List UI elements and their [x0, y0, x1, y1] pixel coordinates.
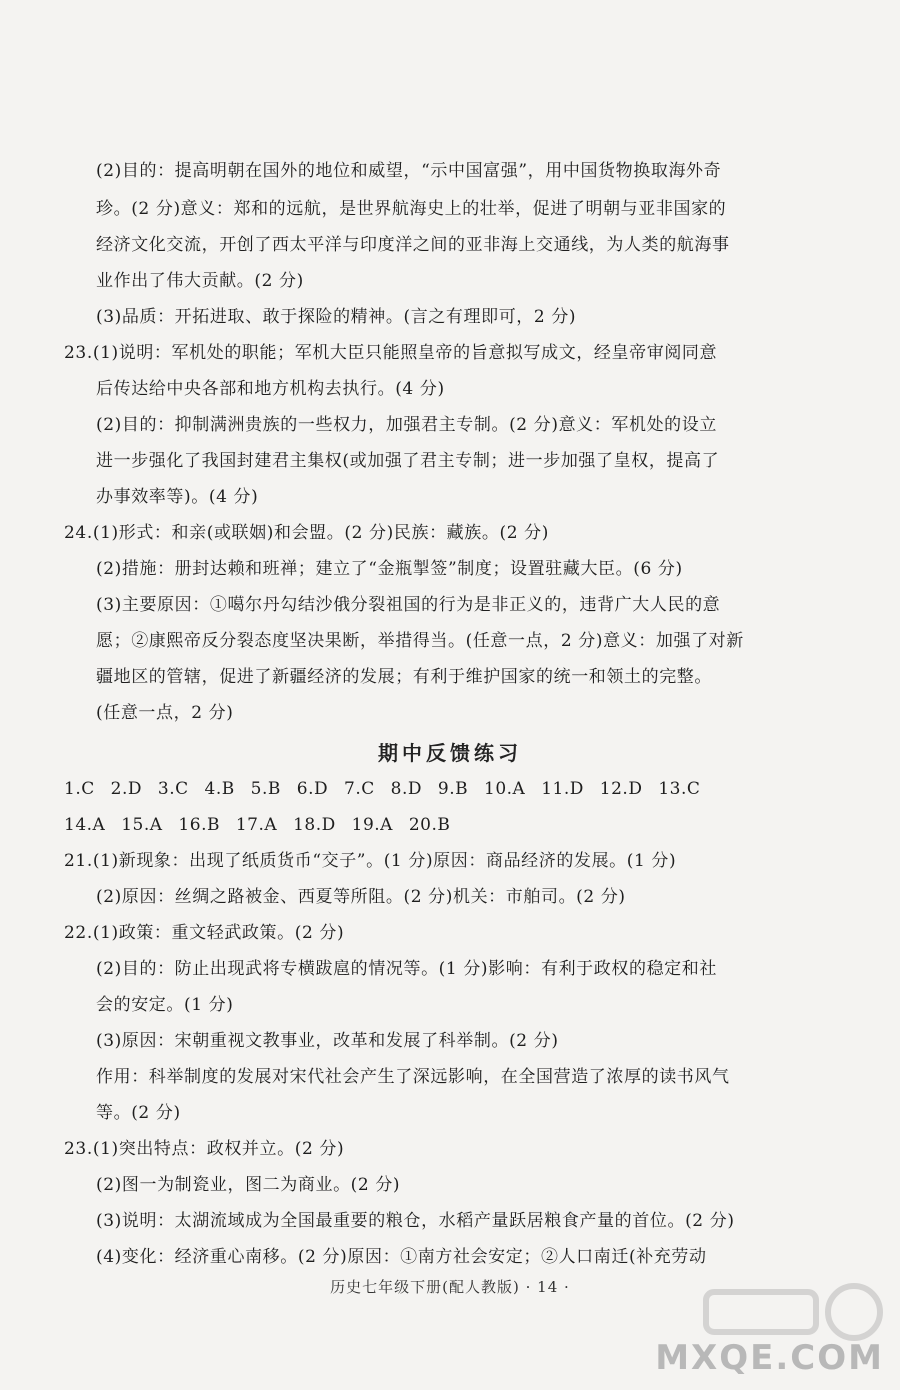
answer-line: 进一步强化了我国封建君主集权(或加强了君主专制；进一步加强了皇权，提高了: [96, 451, 720, 471]
answer-line: 23.(1)突出特点：政权并立。(2 分): [64, 1139, 345, 1159]
answer-line: (3)品质：开拓进取、敢于探险的精神。(言之有理即可，2 分): [96, 307, 577, 327]
answer-line: 业作出了伟大贡献。(2 分): [96, 271, 304, 291]
answer-line: 24.(1)形式：和亲(或联姻)和会盟。(2 分)民族：藏族。(2 分): [64, 523, 549, 543]
answer-line: (2)图一为制瓷业，图二为商业。(2 分): [96, 1175, 401, 1195]
answer-line: 21.(1)新现象：出现了纸质货币“交子”。(1 分)原因：商品经济的发展。(1 分): [64, 851, 677, 871]
answer-line: 会的安定。(1 分): [96, 995, 234, 1015]
page-footer: 历史七年级下册(配人教版) · 14 ·: [330, 1278, 570, 1296]
mc-answer-line: 1.C 2.D 3.C 4.B 5.B 6.D 7.C 8.D 9.B 10.A 11.D 12.D 13.C: [64, 779, 701, 799]
answer-line: 经济文化交流，开创了西太平洋与印度洋之间的亚非海上交通线，为人类的航海事: [96, 235, 730, 255]
answer-line: (2)目的：防止出现武将专横跋扈的情况等。(1 分)影响：有利于政权的稳定和社: [96, 959, 717, 979]
answer-line: (2)原因：丝绸之路被金、西夏等所阻。(2 分)机关：市舶司。(2 分): [96, 887, 626, 907]
watermark-text: MXQE.COM: [655, 1338, 884, 1378]
section-title: 期中反馈练习: [378, 741, 522, 765]
answer-line: (2)目的：提高明朝在国外的地位和威望，“示中国富强”，用中国货物换取海外奇: [96, 161, 722, 181]
answer-line: 疆地区的管辖，促进了新疆经济的发展；有利于维护国家的统一和领土的完整。: [96, 667, 712, 687]
answer-line: 珍。(2 分)意义：郑和的远航，是世界航海史上的壮举，促进了明朝与亚非国家的: [96, 199, 727, 219]
answer-line: 作用：科举制度的发展对宋代社会产生了深远影响，在全国营造了浓厚的读书风气: [96, 1067, 730, 1087]
answer-line: 愿；②康熙帝反分裂态度坚决果断，举措得当。(任意一点，2 分)意义：加强了对新: [96, 631, 744, 651]
answer-line: (任意一点，2 分): [96, 703, 234, 723]
answer-line: (3)原因：宋朝重视文教事业，改革和发展了科举制。(2 分): [96, 1031, 559, 1051]
answer-line: (4)变化：经济重心南移。(2 分)原因：①南方社会安定；②人口南迁(补充劳动: [96, 1247, 707, 1267]
answer-line: 等。(2 分): [96, 1103, 181, 1123]
answer-line: (2)目的：抑制满洲贵族的一些权力，加强君主专制。(2 分)意义：军机处的设立: [96, 415, 717, 435]
answer-line: (3)说明：太湖流域成为全国最重要的粮仓，水稻产量跃居粮食产量的首位。(2 分): [96, 1211, 735, 1231]
answer-line: 22.(1)政策：重文轻武政策。(2 分): [64, 923, 345, 943]
answer-line: (2)措施：册封达赖和班禅；建立了“金瓶掣签”制度；设置驻藏大臣。(6 分): [96, 559, 683, 579]
answer-line: 后传达给中央各部和地方机构去执行。(4 分): [96, 379, 445, 399]
mc-answer-line: 14.A 15.A 16.B 17.A 18.D 19.A 20.B: [64, 815, 451, 835]
answer-line: (3)主要原因：①噶尔丹勾结沙俄分裂祖国的行为是非正义的，违背广大人民的意: [96, 595, 721, 615]
answer-line: 办事效率等)。(4 分): [96, 487, 259, 507]
answer-line: 23.(1)说明：军机处的职能；军机大臣只能照皇帝的旨意拟写成文，经皇帝审阅同意: [64, 343, 718, 363]
